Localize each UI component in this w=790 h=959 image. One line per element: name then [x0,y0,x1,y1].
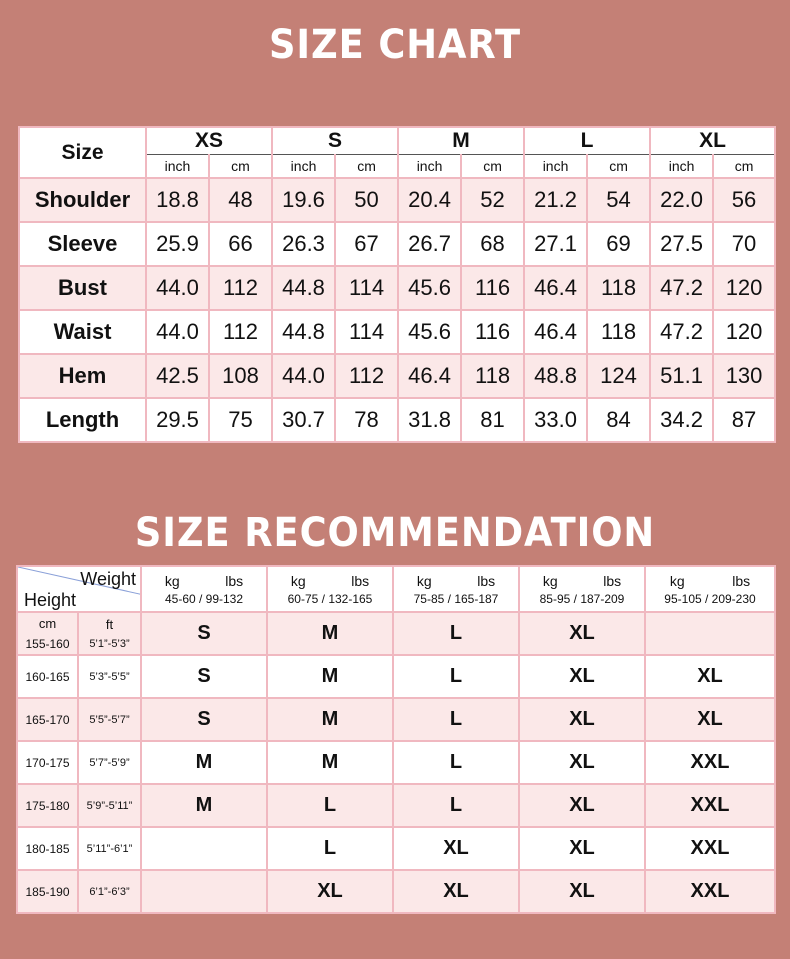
measurement-row [19,178,775,222]
recommendation-row [17,784,775,827]
height-ft-cell [78,612,141,655]
recommended-size: S [141,612,267,655]
kg-label: kg [416,572,432,589]
measurement-value: 69 [587,222,650,266]
height-cm: 175-180 [25,798,70,813]
recommended-size: XL [519,612,645,655]
recommended-size: XXL [645,784,775,827]
recommended-size: L [267,784,393,827]
measurement-value: 56 [713,178,775,222]
size-xs-header: XS [146,127,272,155]
measurement-row [19,266,775,310]
height-ft: 5’7”-5’9” [89,756,130,769]
measurement-value: 29.5 [146,398,209,442]
measurement-value: 116 [461,266,524,310]
recommended-size: XXL [645,827,775,870]
measurement-value: 31.8 [398,398,461,442]
height-cm: 170-175 [25,755,70,770]
measurement-value: 124 [587,354,650,398]
size-recommendation-table [16,565,776,914]
recommended-size: M [267,655,393,698]
kg-label: kg [290,572,306,589]
measurement-value: 46.4 [524,266,587,310]
ft-label: ft [105,617,114,632]
unit-inch-label: inch [650,155,713,179]
height-cm-cell [17,827,78,870]
measurement-value: 84 [587,398,650,442]
recommended-size: XL [393,870,519,913]
lbs-label: lbs [225,572,244,589]
size-chart-table [18,126,776,443]
measurement-label: Sleeve [19,222,146,266]
unit-inch-label: inch [272,155,335,179]
measurement-value: 48 [209,178,272,222]
measurement-label: Shoulder [19,178,146,222]
weight-height-corner [17,566,141,612]
measurement-row [19,398,775,442]
recommended-size: L [393,612,519,655]
measurement-value: 44.8 [272,310,335,354]
height-cm-cell [17,870,78,913]
lbs-label: lbs [603,572,622,589]
measurement-value: 30.7 [272,398,335,442]
measurement-value: 42.5 [146,354,209,398]
height-cm: 155-160 [25,637,70,651]
measurement-value: 44.0 [146,310,209,354]
weight-range-header [267,566,393,612]
measurement-value: 27.5 [650,222,713,266]
measurement-row [19,354,775,398]
recommended-size: XL [519,784,645,827]
measurement-value: 19.6 [272,178,335,222]
cm-label: cm [38,616,57,631]
weight-label: Weight [80,569,136,589]
measurement-value: 26.3 [272,222,335,266]
measurement-value: 81 [461,398,524,442]
height-cm-cell [17,655,78,698]
height-ft-cell [78,870,141,913]
recommended-size: XL [519,827,645,870]
height-cm-cell [17,698,78,741]
recommended-size: XL [645,655,775,698]
measurement-label: Length [19,398,146,442]
height-cm-cell [17,784,78,827]
unit-cm-label: cm [713,155,775,179]
unit-inch-label: inch [524,155,587,179]
height-ft-cell [78,827,141,870]
recommended-size: XXL [645,741,775,784]
recommendation-row [17,741,775,784]
weight-range: 95-105 / 209-230 [664,591,756,606]
kg-label: kg [669,572,685,589]
measurement-value: 87 [713,398,775,442]
height-cm: 160-165 [25,669,70,684]
height-cm-cell [17,612,78,655]
measurement-value: 120 [713,266,775,310]
measurement-value: 108 [209,354,272,398]
measurement-value: 112 [209,310,272,354]
height-ft: 6’1”-6’3” [89,885,130,898]
measurement-value: 75 [209,398,272,442]
size-header: Size [19,127,146,178]
height-cm: 180-185 [25,841,70,856]
height-cm-cell [17,741,78,784]
measurement-value: 118 [587,310,650,354]
recommended-size: M [141,741,267,784]
height-ft: 5’11”-6’1” [86,842,133,855]
recommended-size [141,870,267,913]
unit-cm-label: cm [461,155,524,179]
height-ft: 5’1”-5’3” [89,638,130,650]
measurement-row [19,222,775,266]
recommended-size: XL [645,698,775,741]
unit-cm-label: cm [209,155,272,179]
recommended-size: L [393,698,519,741]
size-m-header: M [398,127,524,155]
measurement-value: 114 [335,310,398,354]
weight-range: 60-75 / 132-165 [287,591,373,606]
recommended-size: XL [519,698,645,741]
measurement-value: 46.4 [524,310,587,354]
measurement-value: 51.1 [650,354,713,398]
measurement-value: 22.0 [650,178,713,222]
recommended-size [141,827,267,870]
weight-range-header [645,566,775,612]
recommendation-row [17,870,775,913]
recommended-size: XL [393,827,519,870]
unit-inch-label: inch [398,155,461,179]
height-cm: 185-190 [25,884,70,899]
height-ft: 5’5”-5’7” [89,713,130,726]
measurement-value: 68 [461,222,524,266]
lbs-label: lbs [351,572,370,589]
weight-range-header [141,566,267,612]
measurement-value: 130 [713,354,775,398]
weight-range-header [519,566,645,612]
measurement-value: 50 [335,178,398,222]
recommended-size [645,612,775,655]
recommended-size: M [267,741,393,784]
unit-inch-label: inch [146,155,209,179]
weight-range: 75-85 / 165-187 [413,591,499,606]
recommended-size: S [141,655,267,698]
height-ft: 5’3”-5’5” [89,670,130,683]
measurement-value: 118 [587,266,650,310]
recommendation-row [17,698,775,741]
measurement-value: 27.1 [524,222,587,266]
recommended-size: S [141,698,267,741]
height-ft-cell [78,741,141,784]
measurement-value: 20.4 [398,178,461,222]
measurement-value: 45.6 [398,310,461,354]
weight-range: 45-60 / 99-132 [164,591,244,606]
measurement-value: 18.8 [146,178,209,222]
recommended-size: XL [519,870,645,913]
measurement-value: 47.2 [650,266,713,310]
measurement-value: 67 [335,222,398,266]
measurement-value: 52 [461,178,524,222]
measurement-value: 45.6 [398,266,461,310]
unit-cm-label: cm [335,155,398,179]
height-ft-cell [78,784,141,827]
measurement-value: 21.2 [524,178,587,222]
weight-range: 85-95 / 187-209 [539,591,625,606]
measurement-value: 25.9 [146,222,209,266]
measurement-value: 26.7 [398,222,461,266]
measurement-label: Hem [19,354,146,398]
recommended-size: L [267,827,393,870]
recommended-size: XXL [645,870,775,913]
measurement-value: 112 [209,266,272,310]
measurement-value: 116 [461,310,524,354]
measurement-value: 70 [713,222,775,266]
height-ft-cell [78,655,141,698]
size-chart-title: SIZE CHART [268,22,522,68]
unit-cm-label: cm [587,155,650,179]
size-l-header: L [524,127,650,155]
size-recommendation-title: SIZE RECOMMENDATION [134,510,656,556]
height-cm: 165-170 [25,712,70,727]
measurement-value: 66 [209,222,272,266]
measurement-value: 34.2 [650,398,713,442]
measurement-value: 44.8 [272,266,335,310]
recommendation-row [17,655,775,698]
measurement-value: 118 [461,354,524,398]
measurement-label: Bust [19,266,146,310]
measurement-value: 47.2 [650,310,713,354]
recommended-size: L [393,655,519,698]
measurement-value: 48.8 [524,354,587,398]
recommended-size: M [267,698,393,741]
measurement-value: 33.0 [524,398,587,442]
recommended-size: L [393,784,519,827]
measurement-value: 120 [713,310,775,354]
recommended-size: L [393,741,519,784]
recommended-size: M [267,612,393,655]
size-xl-header: XL [650,127,775,155]
recommended-size: XL [519,741,645,784]
measurement-value: 54 [587,178,650,222]
height-label: Height [24,590,77,610]
measurement-value: 114 [335,266,398,310]
kg-label: kg [542,572,558,589]
kg-label: kg [164,572,180,589]
measurement-value: 44.0 [272,354,335,398]
height-ft: 5’9”-5’11” [86,799,133,812]
measurement-value: 46.4 [398,354,461,398]
measurement-value: 112 [335,354,398,398]
recommendation-row [17,612,775,655]
recommended-size: XL [267,870,393,913]
recommended-size: M [141,784,267,827]
weight-range-header [393,566,519,612]
measurement-row [19,310,775,354]
measurement-value: 44.0 [146,266,209,310]
measurement-label: Waist [19,310,146,354]
size-s-header: S [272,127,398,155]
recommended-size: XL [519,655,645,698]
lbs-label: lbs [732,572,751,589]
measurement-value: 78 [335,398,398,442]
height-ft-cell [78,698,141,741]
recommendation-row [17,827,775,870]
lbs-label: lbs [477,572,496,589]
